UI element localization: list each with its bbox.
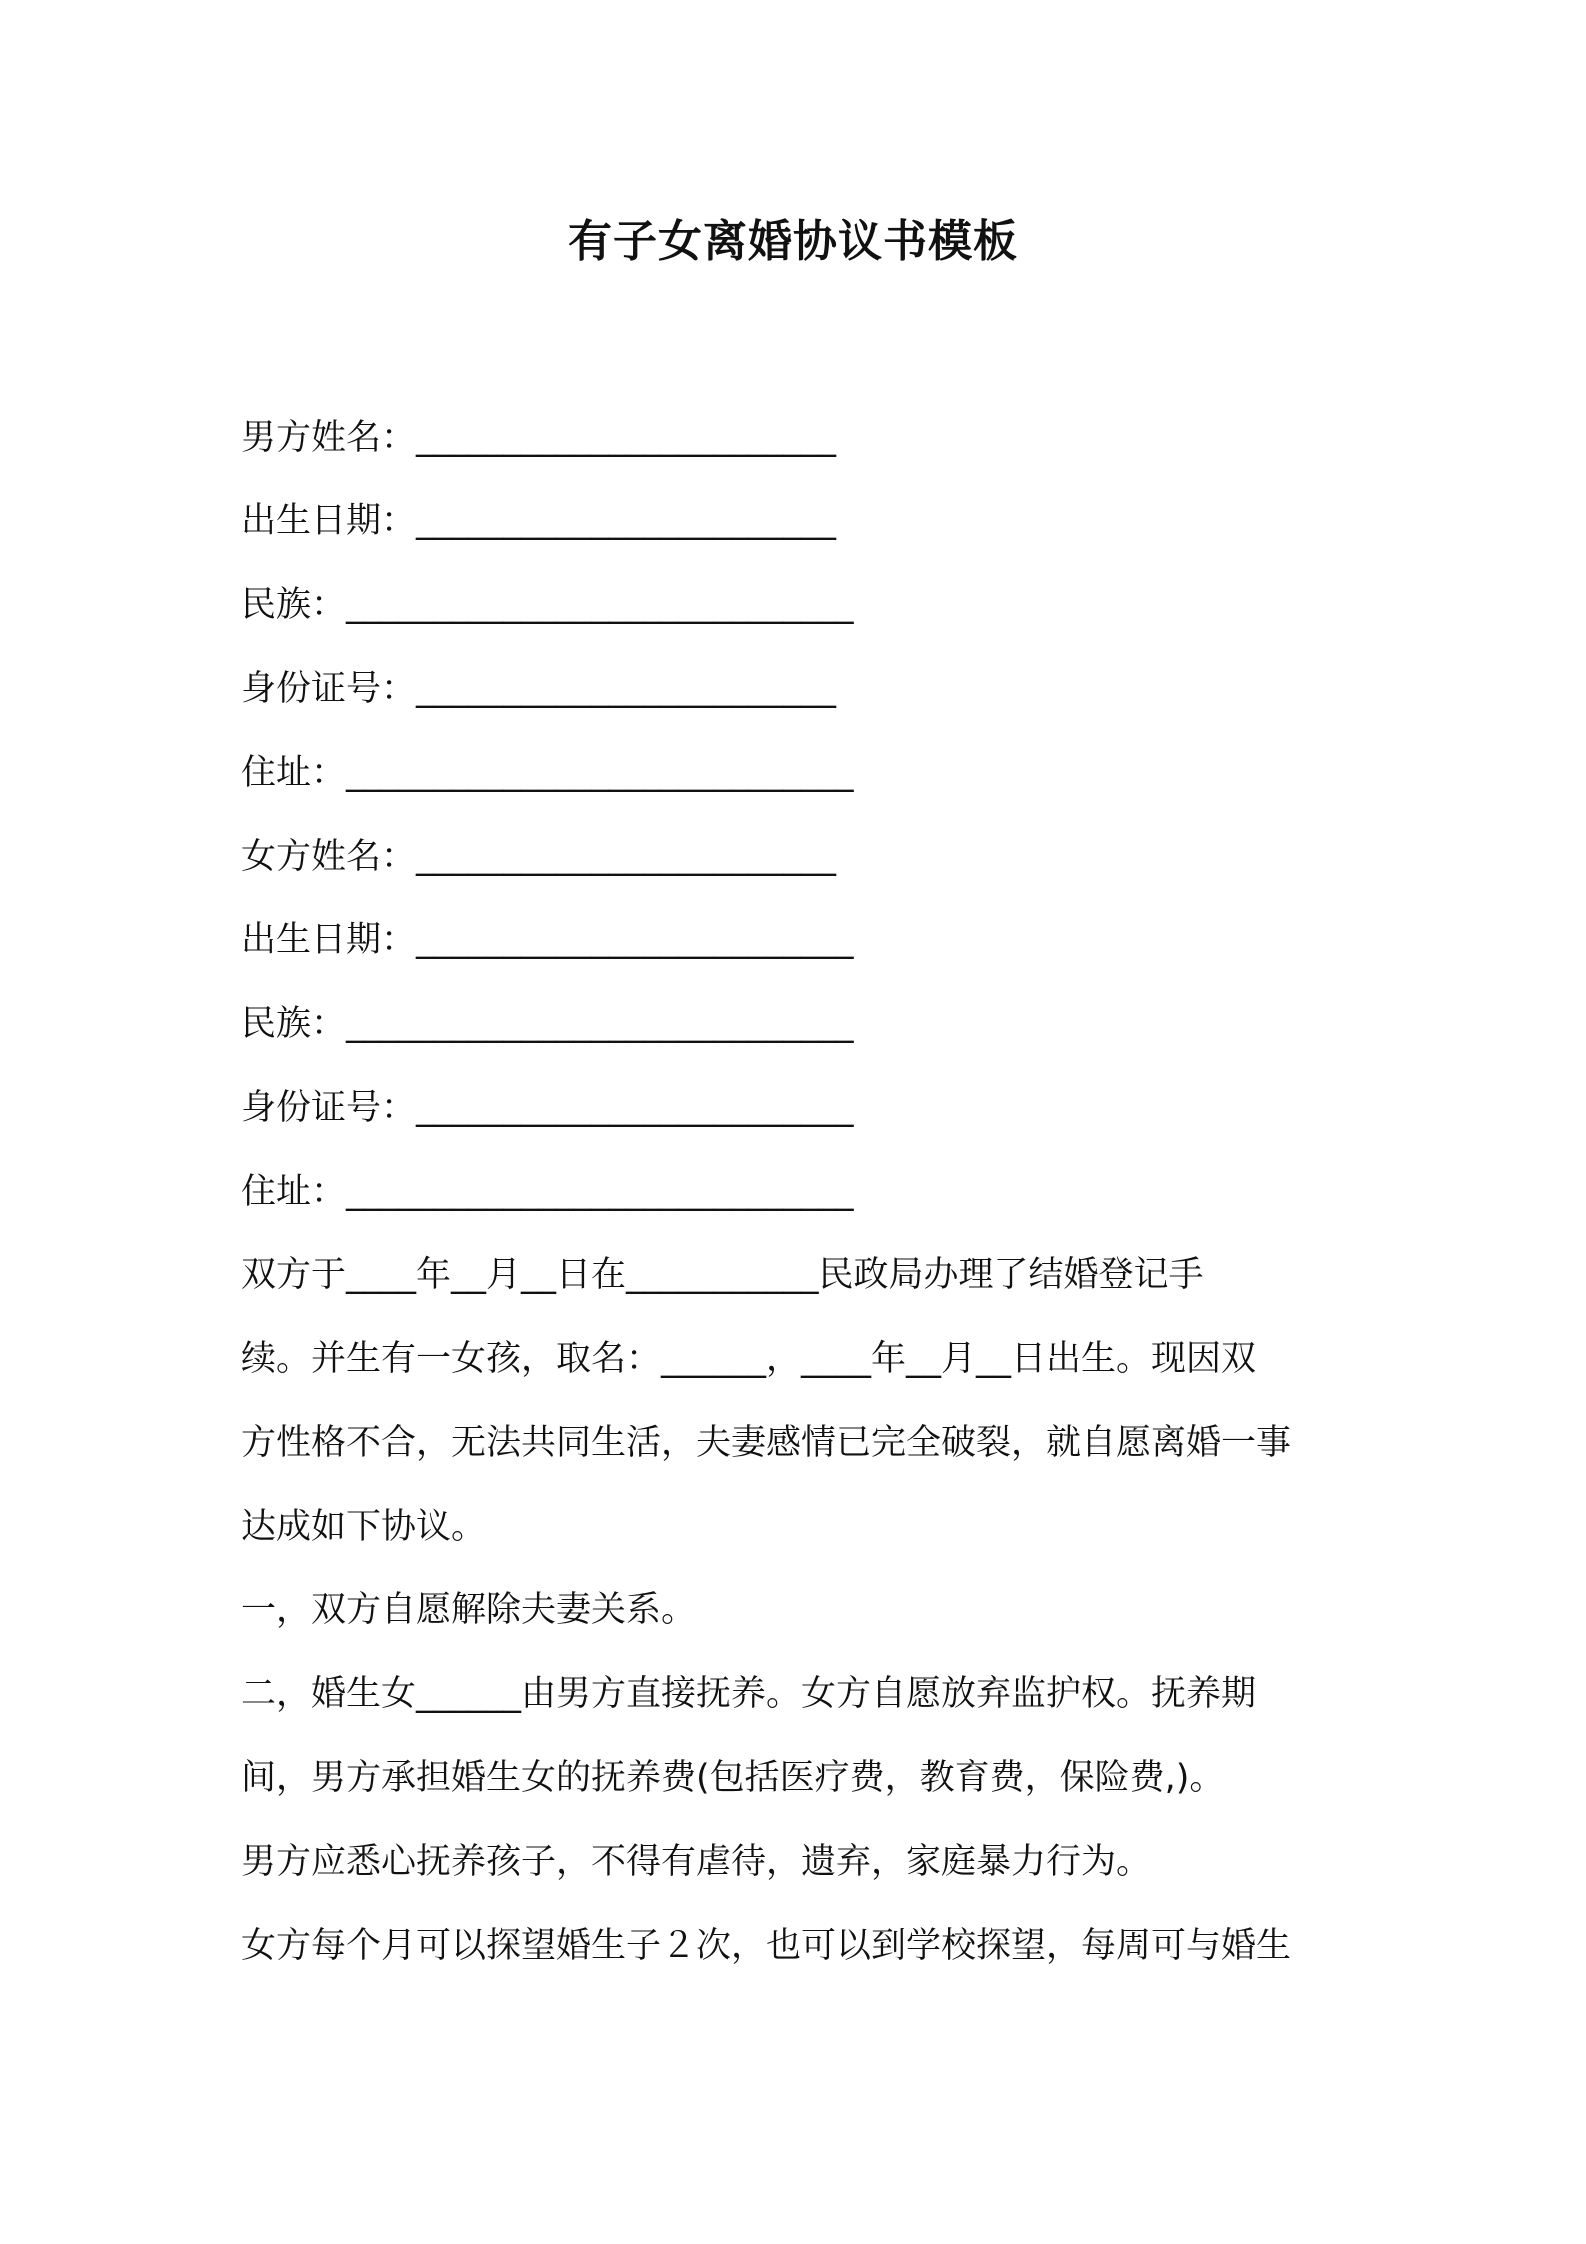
paragraph-line: 男方应悉心抚养孩子，不得有虐待，遗弃，家庭暴力行为。 xyxy=(241,1842,1152,1882)
field-female-birth-date: 出生日期：_________________________ xyxy=(241,920,854,960)
field-male-address: 住址：_____________________________ xyxy=(241,753,854,793)
clause-two-line: 间，男方承担婚生女的抚养费(包括医疗费，教育费，保险费,)。 xyxy=(241,1758,1225,1798)
field-male-id-number: 身份证号：________________________ xyxy=(241,669,837,709)
clause-two-line: 二，婚生女______由男方直接抚养。女方自愿放弃监护权。抚养期 xyxy=(241,1674,1257,1714)
document-title: 有子女离婚协议书模板 xyxy=(568,216,1018,267)
paragraph-line: 双方于____年__月__日在___________民政局办理了结婚登记手 xyxy=(241,1255,1204,1295)
field-female-name: 女方姓名：________________________ xyxy=(241,837,837,877)
paragraph-line: 女方每个月可以探望婚生子２次，也可以到学校探望，每周可与婚生 xyxy=(241,1926,1292,1966)
field-male-name: 男方姓名：________________________ xyxy=(241,418,837,458)
field-female-ethnicity: 民族：_____________________________ xyxy=(241,1004,854,1044)
field-female-id-number: 身份证号：_________________________ xyxy=(241,1088,854,1128)
field-female-address: 住址：_____________________________ xyxy=(241,1172,854,1212)
clause-one: 一，双方自愿解除夫妻关系。 xyxy=(241,1590,697,1630)
paragraph-line: 续。并生有一女孩，取名：______，____年__月__日出生。现因双 xyxy=(241,1339,1257,1379)
field-male-birth-date: 出生日期：________________________ xyxy=(241,501,837,541)
paragraph-line: 方性格不合，无法共同生活，夫妻感情已完全破裂，就自愿离婚一事 xyxy=(241,1423,1292,1463)
paragraph-line: 达成如下协议。 xyxy=(241,1507,487,1547)
field-male-ethnicity: 民族：_____________________________ xyxy=(241,585,854,625)
